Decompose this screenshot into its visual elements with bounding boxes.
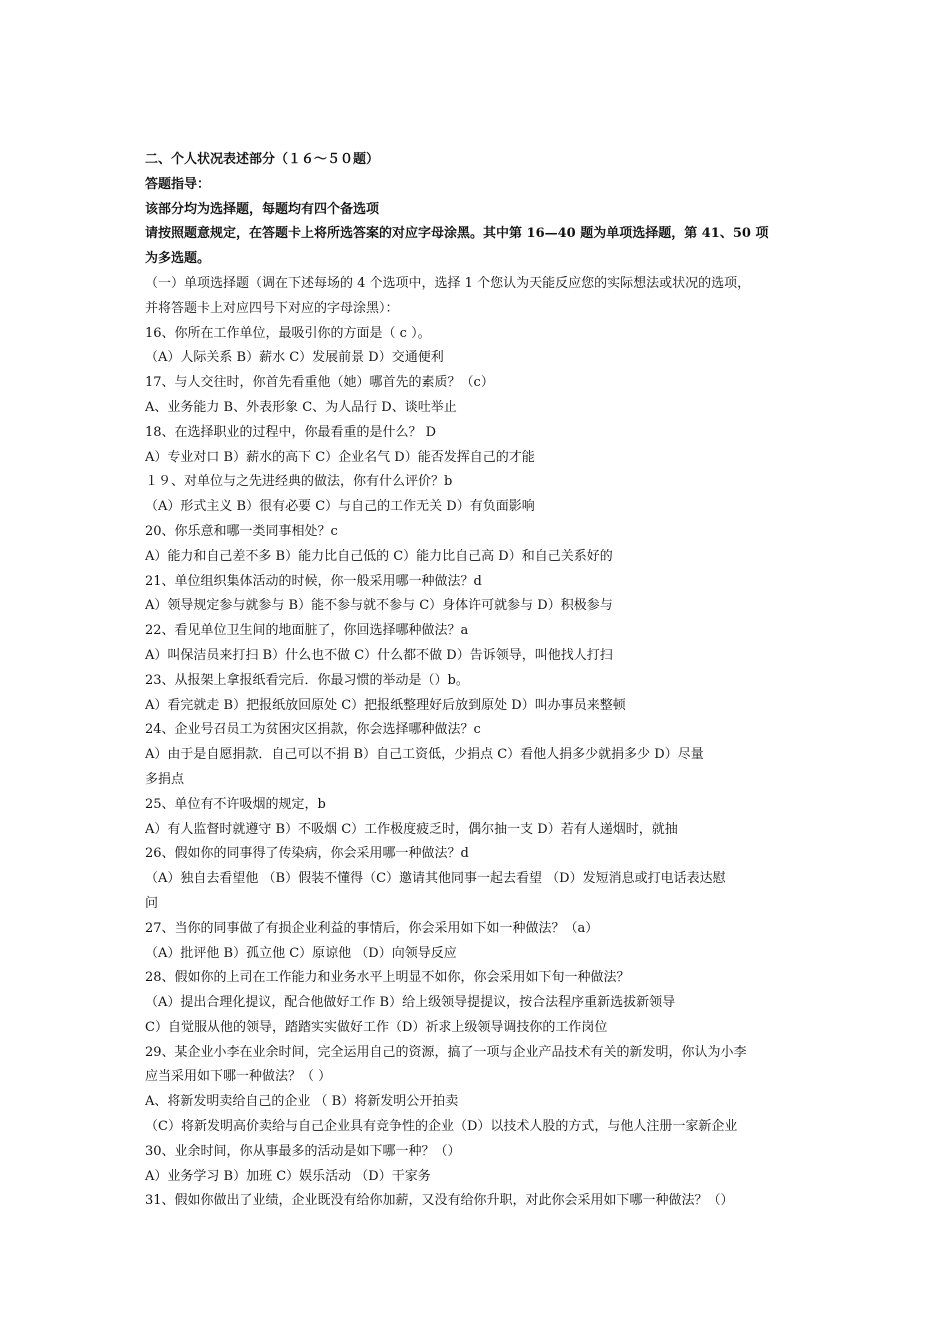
- question-line: 24、企业号召员工为贫困灾区捐款，你会选择哪种做法？c: [145, 722, 481, 738]
- options-line: （A）人际关系 B）薪水 C）发展前景 D）交通便利: [145, 350, 444, 366]
- options-line: （A）提出合理化提议，配合他做好工作 B）给上级领导提提议，按合法程序重新选拔新领导: [145, 995, 676, 1011]
- question-line: 26、假如你的同事得了传染病，你会采用哪一种做法？d: [145, 846, 469, 862]
- options-line: C）自觉服从他的领导，踏踏实实做好工作（D）祈求上级领导调技你的工作岗位: [145, 1019, 608, 1035]
- question-line: 20、你乐意和哪一类同事相处？c: [145, 523, 338, 539]
- text-line: 并将答题卡上对应四号下对应的字母涂黑）：: [145, 300, 399, 316]
- options-line: A）专业对口 B）薪水的高下 C）企业名气 D）能否发挥自己的才能: [145, 449, 535, 465]
- question-line: 18、在选择职业的过程中，你最看重的是什么？ D: [145, 424, 437, 440]
- question-line: 22、看见单位卫生间的地面脏了，你回选择哪种做法？a: [145, 623, 469, 639]
- options-line: 问: [145, 895, 159, 911]
- question-line: 28、假如你的上司在工作能力和业务水平上明显不如你，你会采用如下旬一种做法？: [145, 970, 630, 986]
- options-line: A）看完就走 B）把报纸放回原处 C）把报纸整理好后放到原处 D）叫办事员来整顿: [145, 697, 626, 713]
- question-line: １９、对单位与之先进经典的做法，你有什么评价？b: [145, 474, 453, 490]
- options-line: （A）批评他 B）孤立他 C）原谅他 （D）向领导反应: [145, 945, 457, 961]
- question-line: 29、某企业小李在业余时间，完全运用自己的资源，搞了一项与企业产品技术有关的新发明，你认为小李: [145, 1044, 747, 1060]
- instructions-line: 请按照题意规定，在答题卡上将所选答案的对应字母涂黑。其中第 16—40 题为单项选择题，第 41、50 项: [145, 226, 769, 242]
- question-line: 16、你所在工作单位，最吸引你的方面是（ c ）。: [145, 325, 431, 341]
- options-line: A）叫保洁员来打扫 B）什么也不做 C）什么都不做 D）告诉领导，叫他找人打扫: [145, 647, 613, 663]
- instructions-line: 该部分均为选择题，每题均有四个备选项: [145, 201, 380, 217]
- options-line: （A）独自去看望他 （B）假装不懂得（C）邀请其他同事一起去看望 （D）发短消息或打电话表达慰: [145, 871, 726, 887]
- question-line: 21、单位组织集体活动的时候，你一般采用哪一种做法？d: [145, 573, 482, 589]
- document-content: [145, 148, 825, 1214]
- options-line: A）有人监督时就遵守 B）不吸烟 C）工作极度疲乏时，偶尔抽一支 D）若有人递烟时，就抽: [145, 821, 678, 837]
- options-line: A）业务学习 B）加班 C）娱乐活动 （D）干家务: [145, 1168, 431, 1184]
- options-line: A）领导规定参与就参与 B）能不参与就不参与 C）身体许可就参与 D）积极参与: [145, 598, 613, 614]
- question-line: 应当采用如下哪一种做法？（ ）: [145, 1069, 332, 1085]
- options-line: （C）将新发明高价卖给与自己企业具有竞争性的企业（D）以技术人股的方式，与他人注册一家新企业: [145, 1119, 738, 1135]
- options-line: A、将新发明卖给自己的企业 （ B）将新发明公开拍卖: [145, 1094, 459, 1110]
- options-line: A）能力和自己差不多 B）能力比自己低的 C）能力比自己高 D）和自己关系好的: [145, 548, 613, 564]
- question-line: 31、假如你做出了业绩，企业既没有给你加薪，又没有给你升职，对此你会采用如下哪一种做法？（）: [145, 1193, 734, 1209]
- instructions-heading: 答题指导：: [145, 176, 211, 192]
- text-line: （一）单项选择题（调在下述每场的 4 个选项中，选择 1 个您认为天能反应您的实际想法或状况的选项，: [145, 275, 751, 291]
- question-line: 23、从报架上拿报纸看完后．你最习惯的举动是（）b。: [145, 672, 469, 688]
- question-line: 17、与人交往时，你首先看重他（她）哪首先的素质？（c）: [145, 375, 494, 391]
- options-line: 多捐点: [145, 771, 185, 787]
- question-line: 27、当你的同事做了有损企业利益的事情后，你会采用如下如一种做法？（a）: [145, 920, 599, 936]
- options-line: A）由于是自愿捐款．自己可以不捐 B）自己工资低，少捐点 C）看他人捐多少就捐多少 D）尽量: [145, 747, 704, 763]
- options-line: A、业务能力 B、外表形象 C、为人品行 D、谈吐举止: [145, 399, 457, 415]
- instructions-line: 为多选题。: [145, 251, 211, 267]
- section-title: 二、个人状况表述部分（１６～５０题）: [145, 152, 380, 167]
- question-line: 25、单位有不许吸烟的规定，b: [145, 796, 326, 812]
- options-line: （A）形式主义 B）很有必要 C）与自己的工作无关 D）有负面影响: [145, 499, 535, 515]
- question-line: 30、业余时间，你从事最多的活动是如下哪一种？（）: [145, 1143, 461, 1159]
